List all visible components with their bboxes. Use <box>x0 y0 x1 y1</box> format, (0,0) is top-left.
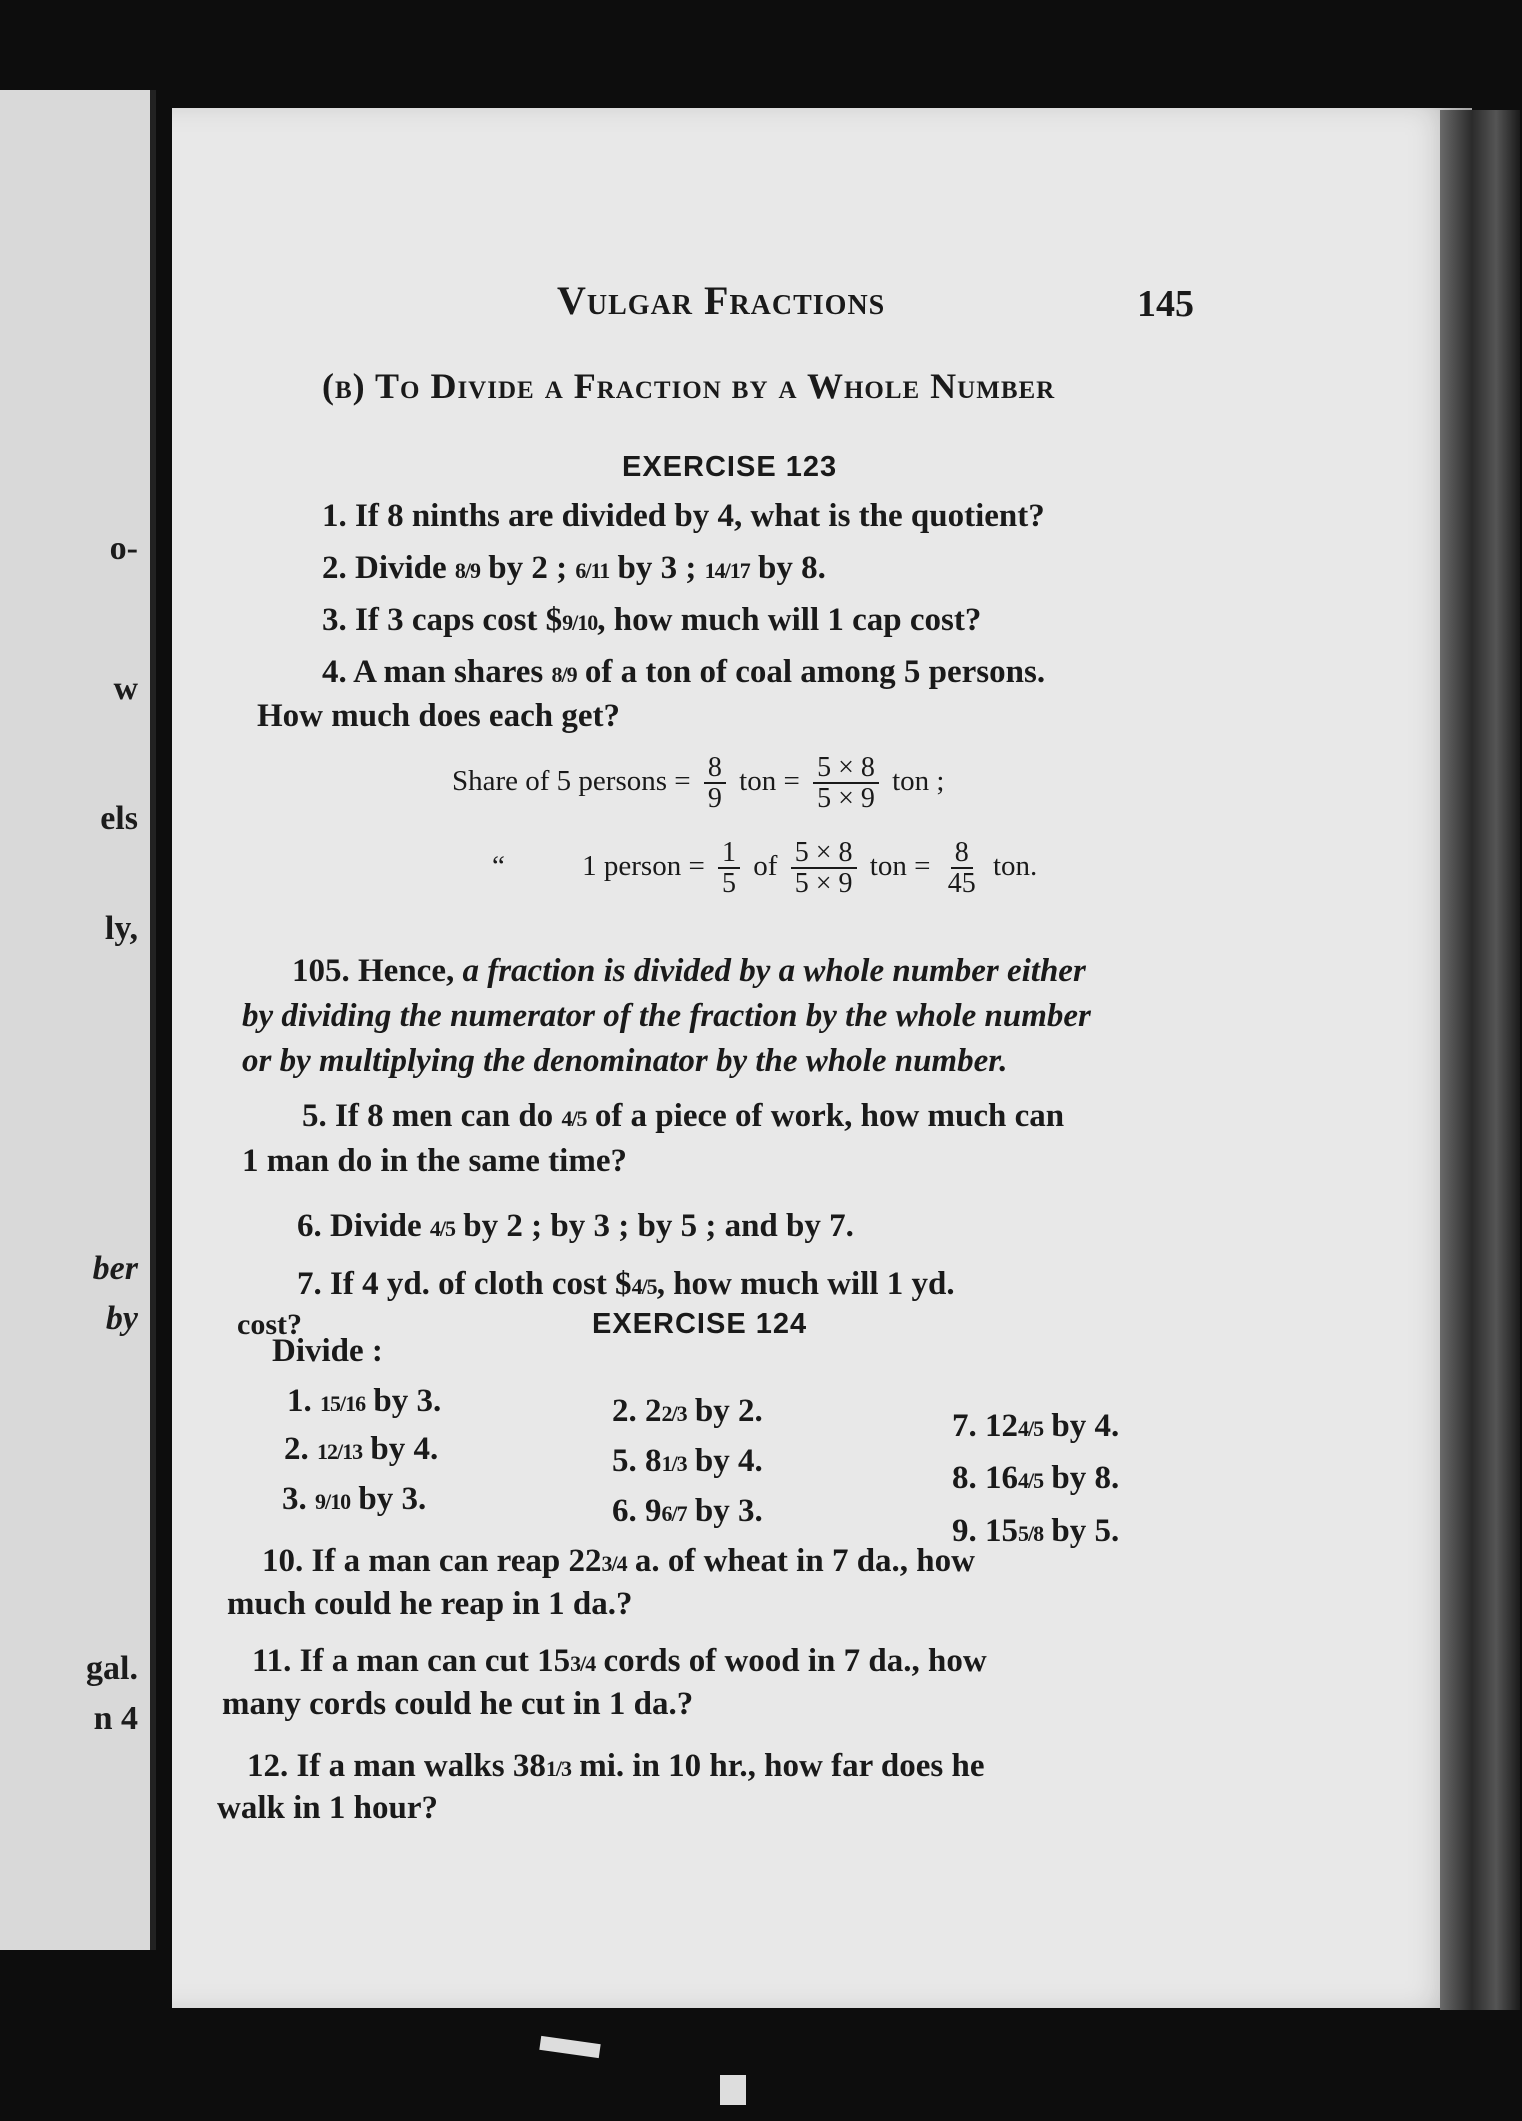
page-blemish <box>539 2036 600 2058</box>
rule-105-line2: by dividing the numerator of the fraction by the whole number <box>242 998 1091 1034</box>
problem-item: 2. 12/13 by 4. <box>284 1431 439 1467</box>
section-heading: (b) To Divide a Fraction by a Whole Number <box>322 366 1056 406</box>
page-blemish <box>720 2075 746 2105</box>
problem-item: 8. 164/5 by 8. <box>952 1460 1120 1496</box>
question-7: 7. If 4 yd. of cloth cost $4/5, how much will 1 yd. <box>297 1266 955 1302</box>
fraction: $\frac{5 \times 8}{5 \times 9}$ <box>791 838 857 899</box>
fraction: 3/4 <box>570 1650 596 1676</box>
divide-label: Divide : <box>272 1333 383 1369</box>
fraction: $\frac{8}{45}$ <box>947 837 976 900</box>
question-10-line2: much could he reap in 1 da.? <box>227 1586 633 1622</box>
fraction: 6/7 <box>661 1500 687 1526</box>
fraction: 4/5 <box>631 1273 657 1299</box>
rule-105-line1: 105. Hence, a fraction is divided by a whole number either <box>292 953 1086 989</box>
fraction: 6/11 <box>575 557 610 583</box>
fraction: 4/5 <box>429 1215 456 1241</box>
question-2: 2. Divide 8/9 by 2 ; 6/11 by 3 ; 14/17 by 8. <box>322 550 826 586</box>
question-5: 5. If 8 men can do 4/5 of a piece of work, how much can <box>302 1098 1065 1134</box>
problem-item: 3. 9/10 by 3. <box>282 1481 427 1517</box>
left-page-edge <box>0 90 156 1950</box>
fraction: $\frac{8}{9}$ <box>704 753 726 814</box>
left-fragment: by <box>105 1300 138 1337</box>
fraction: 8/9 <box>454 557 481 583</box>
fraction: $\frac{1}{5}$ <box>718 838 740 899</box>
fraction: 2/3 <box>661 1400 687 1426</box>
fraction: 15/16 <box>320 1390 366 1416</box>
question-5-line2: 1 man do in the same time? <box>242 1143 627 1179</box>
question-4-line2: How much does each get? <box>257 698 620 734</box>
question-11: 11. If a man can cut 153/4 cords of wood in 7 da., how <box>252 1643 987 1679</box>
worked-row-1: Share of 5 persons = $\frac{8}{9}$ ton = $\frac{5 \times 8}{5 \times 9}$ ton ; <box>452 752 945 815</box>
exercise-title: EXERCISE 124 <box>592 1308 808 1340</box>
page-number: 145 <box>1137 283 1194 325</box>
fraction: 9/10 <box>562 609 598 635</box>
fraction: 4/5 <box>561 1105 587 1131</box>
fraction: 5/8 <box>1018 1520 1044 1546</box>
problem-item: 9. 155/8 by 5. <box>952 1513 1120 1549</box>
left-fragment: els <box>100 800 138 837</box>
left-fragment: o- <box>109 530 138 567</box>
fraction: 1/3 <box>545 1755 571 1781</box>
question-12: 12. If a man walks 381/3 mi. in 10 hr., how far does he <box>247 1748 985 1784</box>
left-fragment: ly, <box>104 910 138 947</box>
question-12-line2: walk in 1 hour? <box>217 1790 438 1826</box>
fraction: 14/17 <box>704 557 750 583</box>
question-11-line2: many cords could he cut in 1 da.? <box>222 1686 694 1722</box>
exercise-title: EXERCISE 123 <box>622 451 838 483</box>
rule-105-line3: or by multiplying the denominator by the whole number. <box>242 1043 1008 1079</box>
fraction: 4/5 <box>1018 1415 1044 1441</box>
book-page <box>172 108 1472 2008</box>
running-header: Vulgar Fractions <box>557 278 886 323</box>
question-10: 10. If a man can reap 223/4 a. of wheat in 7 da., how <box>262 1543 975 1579</box>
left-fragment: gal. <box>86 1650 138 1687</box>
left-fragment: ber <box>92 1250 138 1287</box>
problem-item: 1. 15/16 by 3. <box>287 1383 442 1419</box>
fraction: 1/3 <box>661 1450 687 1476</box>
fraction: 9/10 <box>315 1488 351 1514</box>
question-4: 4. A man shares 8/9 of a ton of coal among 5 persons. <box>322 654 1046 690</box>
problem-item: 2. 22/3 by 2. <box>612 1393 763 1429</box>
question-7-line2: cost? <box>237 1308 302 1341</box>
question-6: 6. Divide 4/5 by 2 ; by 3 ; by 5 ; and by 7. <box>297 1208 854 1244</box>
problem-item: 6. 96/7 by 3. <box>612 1493 763 1529</box>
fraction: 8/9 <box>551 661 577 687</box>
left-fragment: n 4 <box>93 1700 138 1737</box>
problem-item: 7. 124/5 by 4. <box>952 1408 1120 1444</box>
fraction: 12/13 <box>317 1438 363 1464</box>
fraction: 4/5 <box>1018 1467 1044 1493</box>
book-spine <box>1440 110 1520 2010</box>
problem-item: 5. 81/3 by 4. <box>612 1443 763 1479</box>
fraction: $\frac{5 \times 8}{5 \times 9}$ <box>813 753 879 814</box>
fraction: 3/4 <box>601 1550 627 1576</box>
worked-row-2: “ 1 person = $\frac{1}{5}$ of $\frac{5 \times 8}{5 \times 9}$ ton = $\frac{8}{45}$ ton. <box>492 837 1038 900</box>
left-fragment: w <box>113 670 138 707</box>
question-1: 1. If 8 ninths are divided by 4, what is the quotient? <box>322 498 1045 534</box>
question-3: 3. If 3 caps cost $9/10, how much will 1 cap cost? <box>322 602 982 638</box>
